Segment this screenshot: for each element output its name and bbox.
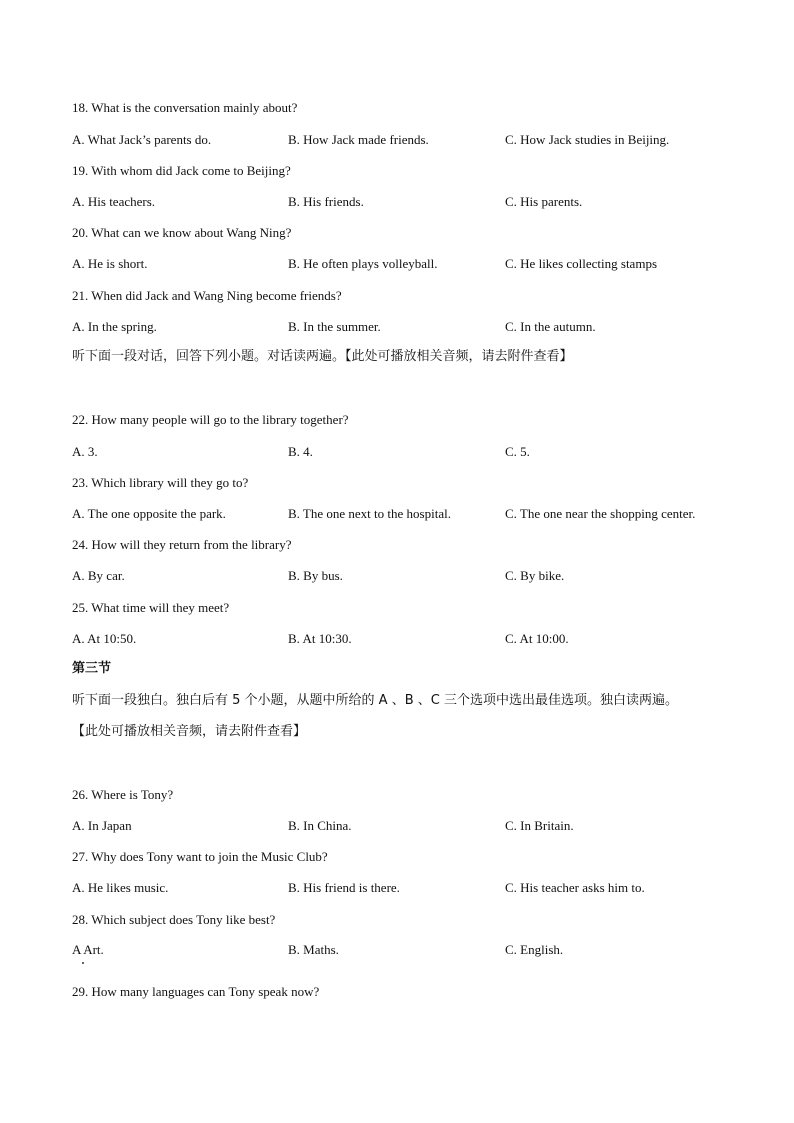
- q21-option-a: A. In the spring.: [72, 319, 157, 334]
- question-21: 21. When did Jack and Wang Ning become friends?: [72, 288, 342, 303]
- q22-option-c: C. 5.: [505, 444, 530, 459]
- q18-option-b: B. How Jack made friends.: [288, 132, 429, 147]
- q24-option-c: C. By bike.: [505, 568, 565, 583]
- q20-option-b: B. He often plays volleyball.: [288, 256, 438, 271]
- q23-option-c: C. The one near the shopping center.: [505, 506, 696, 521]
- q21-option-c: C. In the autumn.: [505, 319, 596, 334]
- question-27: 27. Why does Tony want to join the Music Club?: [72, 849, 328, 864]
- q18-option-c: C. How Jack studies in Beijing.: [505, 132, 670, 147]
- dialogue-instruction: 听下面一段对话，回答下列小题。对话读两遍。【此处可播放相关音频，请去附件查看】: [72, 349, 573, 364]
- question-28: 28. Which subject does Tony like best?: [72, 912, 276, 927]
- q20-option-c: C. He likes collecting stamps: [505, 256, 658, 271]
- q25-option-b: B. At 10:30.: [288, 631, 352, 646]
- q22-option-a: A. 3.: [72, 444, 98, 459]
- question-23: 23. Which library will they go to?: [72, 475, 249, 490]
- question-25: 25. What time will they meet?: [72, 600, 230, 615]
- stray-dot-mark: [82, 962, 84, 964]
- q21-option-b: B. In the summer.: [288, 319, 381, 334]
- q27-option-a: A. He likes music.: [72, 880, 169, 895]
- q26-option-a: A. In Japan: [72, 818, 132, 833]
- question-24: 24. How will they return from the library?: [72, 537, 292, 552]
- q19-option-a: A. His teachers.: [72, 194, 156, 209]
- q28-option-c: C. English.: [505, 942, 564, 957]
- section-title: 第三节: [72, 661, 112, 676]
- q22-option-b: B. 4.: [288, 444, 313, 459]
- question-29: 29. How many languages can Tony speak now?: [72, 984, 320, 999]
- q27-option-c: C. His teacher asks him to.: [505, 880, 645, 895]
- q26-option-c: C. In Britain.: [505, 818, 574, 833]
- q28-option-b: B. Maths.: [288, 942, 339, 957]
- q19-option-b: B. His friends.: [288, 194, 364, 209]
- q20-option-a: A. He is short.: [72, 256, 148, 271]
- q28-option-a: A Art.: [72, 942, 104, 957]
- q24-option-b: B. By bus.: [288, 568, 343, 583]
- question-26: 26. Where is Tony?: [72, 787, 174, 802]
- question-22: 22. How many people will go to the library together?: [72, 412, 349, 427]
- q26-option-b: B. In China.: [288, 818, 352, 833]
- question-18: 18. What is the conversation mainly about?: [72, 100, 298, 115]
- q25-option-c: C. At 10:00.: [505, 631, 569, 646]
- q24-option-a: A. By car.: [72, 568, 125, 583]
- q23-option-a: A. The one opposite the park.: [72, 506, 226, 521]
- question-19: 19. With whom did Jack come to Beijing?: [72, 163, 291, 178]
- q27-option-b: B. His friend is there.: [288, 880, 400, 895]
- monologue-audio-note: 【此处可播放相关音频，请去附件查看】: [72, 724, 307, 739]
- q25-option-a: A. At 10:50.: [72, 631, 137, 646]
- question-20: 20. What can we know about Wang Ning?: [72, 225, 292, 240]
- q18-option-a: A. What Jack’s parents do.: [72, 132, 212, 147]
- monologue-instruction: 听下面一段独白。独白后有 5 个小题，从题中所给的 A 、B 、C 三个选项中选出最佳选项。独白读两遍。: [72, 693, 678, 708]
- q19-option-c: C. His parents.: [505, 194, 583, 209]
- q23-option-b: B. The one next to the hospital.: [288, 506, 451, 521]
